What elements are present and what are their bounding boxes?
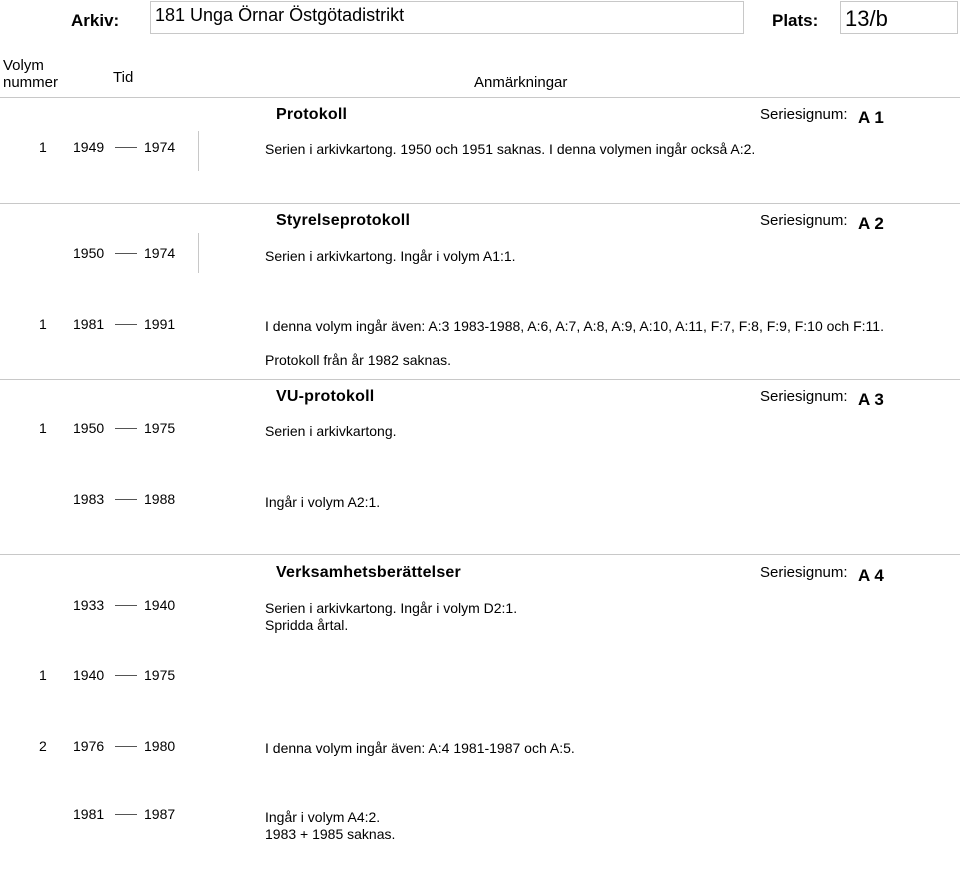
plats-label: Plats: (772, 11, 819, 30)
plats-value-field: 13/b (840, 1, 958, 34)
year-to: 1975 (144, 667, 176, 683)
note-text: Ingår i volym A4:2. (265, 809, 381, 825)
series-signum-label: Seriesignum: (760, 212, 848, 229)
year-from: 1950 (73, 245, 105, 261)
volume-number: 1 (39, 316, 47, 332)
note-text: Serien i arkivkartong. Ingår i volym A1:1. (265, 248, 516, 264)
year-to: 1974 (144, 139, 176, 155)
note-text: I denna volym ingår även: A:3 1983-1988, A:6, A:7, A:8, A:9, A:10, A:11, F:7, F:8, F:9, F:10 och F:11. (265, 318, 884, 334)
column-header-volym: Volym nummer (3, 57, 59, 91)
series-signum: A 2 (858, 214, 884, 233)
year-to: 1988 (144, 491, 176, 507)
year-from: 1940 (73, 667, 105, 683)
year-from: 1976 (73, 738, 105, 754)
volume-number: 1 (39, 139, 47, 155)
note-text: Serien i arkivkartong. (265, 423, 397, 439)
arkiv-label: Arkiv: (71, 11, 120, 30)
range-dash (115, 253, 137, 254)
volume-number: 1 (39, 667, 47, 683)
range-dash (115, 746, 137, 747)
divider-line (0, 203, 960, 204)
range-dash (115, 814, 137, 815)
note-text: I denna volym ingår även: A:4 1981-1987 och A:5. (265, 740, 575, 756)
note-text: Serien i arkivkartong. Ingår i volym D2:1. (265, 600, 518, 616)
divider-line (0, 554, 960, 555)
series-signum-label: Seriesignum: (760, 106, 848, 123)
range-dash (115, 605, 137, 606)
year-from: 1981 (73, 316, 105, 332)
volume-number: 1 (39, 420, 47, 436)
year-to: 1980 (144, 738, 176, 754)
note-text: 1983 + 1985 saknas. (265, 826, 396, 842)
year-from: 1949 (73, 139, 105, 155)
note-text: Spridda årtal. (265, 617, 349, 633)
range-dash (115, 499, 137, 500)
year-to: 1975 (144, 420, 176, 436)
year-from: 1981 (73, 806, 105, 822)
arkiv-value-field: 181 Unga Örnar Östgötadistrikt (150, 1, 744, 34)
year-to: 1974 (144, 245, 176, 261)
range-dash (115, 324, 137, 325)
divider-line (198, 131, 199, 171)
divider-line (198, 233, 199, 273)
series-title: Protokoll (276, 106, 348, 123)
year-from: 1950 (73, 420, 105, 436)
note-text: Protokoll från år 1982 saknas. (265, 352, 451, 368)
volume-number: 2 (39, 738, 47, 754)
range-dash (115, 675, 137, 676)
series-signum: A 3 (858, 390, 884, 409)
year-to: 1940 (144, 597, 176, 613)
year-from: 1983 (73, 491, 105, 507)
year-from: 1933 (73, 597, 105, 613)
range-dash (115, 147, 137, 148)
divider-line (0, 97, 960, 98)
divider-line (0, 379, 960, 380)
series-signum-label: Seriesignum: (760, 564, 848, 581)
range-dash (115, 428, 137, 429)
column-header-tid: Tid (113, 69, 134, 86)
column-header-anmarkningar: Anmärkningar (474, 74, 568, 91)
note-text: Serien i arkivkartong. 1950 och 1951 saknas. I denna volymen ingår också A:2. (265, 141, 756, 157)
year-to: 1987 (144, 806, 176, 822)
series-signum: A 1 (858, 108, 884, 127)
series-title: VU-protokoll (276, 388, 375, 405)
note-text: Ingår i volym A2:1. (265, 494, 381, 510)
series-signum: A 4 (858, 566, 884, 585)
year-to: 1991 (144, 316, 176, 332)
series-title: Verksamhetsberättelser (276, 564, 461, 581)
series-title: Styrelseprotokoll (276, 212, 411, 229)
series-signum-label: Seriesignum: (760, 388, 848, 405)
